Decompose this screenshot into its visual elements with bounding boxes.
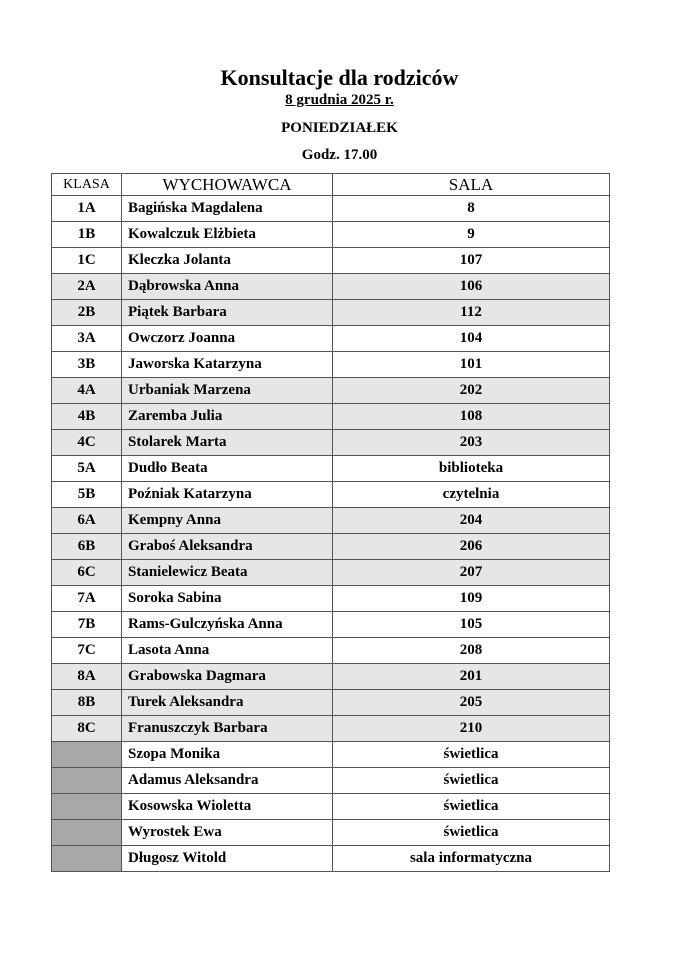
table-row [52, 378, 610, 404]
cell-klasa [52, 846, 122, 872]
cell-wychowawca: Kleczka Jolanta [122, 248, 333, 274]
cell-wychowawca: Turek Aleksandra [122, 690, 333, 716]
cell-klasa: 6C [52, 560, 122, 586]
page-title: Konsultacje dla rodziców [220, 65, 459, 90]
cell-sala: 101 [333, 352, 610, 378]
cell-wychowawca: Kowalczuk Elżbieta [122, 222, 333, 248]
table-row [52, 820, 610, 846]
cell-wychowawca: Zaremba Julia [122, 404, 333, 430]
table-row [52, 222, 610, 248]
cell-sala: 206 [333, 534, 610, 560]
cell-wychowawca: Bagińska Magdalena [122, 196, 333, 222]
cell-sala: świetlica [333, 742, 610, 768]
cell-sala: sala informatyczna [333, 846, 610, 872]
cell-sala: świetlica [333, 768, 610, 794]
cell-wychowawca: Stolarek Marta [122, 430, 333, 456]
cell-klasa: 3A [52, 326, 122, 352]
cell-sala: 8 [333, 196, 610, 222]
cell-wychowawca: Urbaniak Marzena [122, 378, 333, 404]
cell-sala: 104 [333, 326, 610, 352]
table-row [52, 560, 610, 586]
cell-sala: świetlica [333, 820, 610, 846]
cell-klasa: 4C [52, 430, 122, 456]
cell-wychowawca: Wyrostek Ewa [122, 820, 333, 846]
cell-wychowawca: Piątek Barbara [122, 300, 333, 326]
cell-wychowawca: Stanielewicz Beata [122, 560, 333, 586]
cell-wychowawca: Dudło Beata [122, 456, 333, 482]
cell-klasa: 1C [52, 248, 122, 274]
cell-wychowawca: Dąbrowska Anna [122, 274, 333, 300]
cell-wychowawca: Adamus Aleksandra [122, 768, 333, 794]
cell-klasa: 1A [52, 196, 122, 222]
cell-klasa: 8B [52, 690, 122, 716]
cell-wychowawca: Szopa Monika [122, 742, 333, 768]
cell-klasa [52, 768, 122, 794]
cell-klasa: 1B [52, 222, 122, 248]
cell-klasa: 3B [52, 352, 122, 378]
cell-sala: 201 [333, 664, 610, 690]
table-row [52, 586, 610, 612]
table-row [52, 274, 610, 300]
table-row [52, 794, 610, 820]
cell-sala: 109 [333, 586, 610, 612]
cell-sala: 106 [333, 274, 610, 300]
table-row [52, 664, 610, 690]
cell-klasa: 6B [52, 534, 122, 560]
table-row [52, 742, 610, 768]
cell-wychowawca: Jaworska Katarzyna [122, 352, 333, 378]
cell-wychowawca: Soroka Sabina [122, 586, 333, 612]
table-row [52, 248, 610, 274]
table-row [52, 300, 610, 326]
weekday-line: PONIEDZIAŁEK [281, 120, 398, 136]
cell-wychowawca: Długosz Witold [122, 846, 333, 872]
table-body [52, 196, 610, 872]
cell-klasa: 2A [52, 274, 122, 300]
cell-sala: czytelnia [333, 482, 610, 508]
cell-klasa: 7B [52, 612, 122, 638]
table-row [52, 690, 610, 716]
table-row [52, 404, 610, 430]
cell-sala: 9 [333, 222, 610, 248]
cell-klasa: 6A [52, 508, 122, 534]
cell-klasa: 5A [52, 456, 122, 482]
cell-wychowawca: Poźniak Katarzyna [122, 482, 333, 508]
cell-sala: 202 [333, 378, 610, 404]
cell-sala: biblioteka [333, 456, 610, 482]
hour-line: Godz. 17.00 [301, 147, 378, 163]
cell-wychowawca: Franuszczyk Barbara [122, 716, 333, 742]
cell-wychowawca: Lasota Anna [122, 638, 333, 664]
cell-wychowawca: Grabowska Dagmara [122, 664, 333, 690]
table-row [52, 326, 610, 352]
table-row [52, 508, 610, 534]
table-row [52, 612, 610, 638]
table-row [52, 638, 610, 664]
table-row [52, 430, 610, 456]
date-line: 8 grudnia 2025 r. [285, 92, 394, 108]
cell-sala: 210 [333, 716, 610, 742]
cell-klasa: 2B [52, 300, 122, 326]
table-row [52, 352, 610, 378]
cell-sala: 112 [333, 300, 610, 326]
table-row [52, 196, 610, 222]
column-header-sala: SALA [333, 174, 610, 196]
column-header-wychowawca: WYCHOWAWCA [122, 174, 333, 196]
cell-sala: 204 [333, 508, 610, 534]
consultation-table [51, 173, 610, 872]
cell-klasa: 8A [52, 664, 122, 690]
cell-wychowawca: Graboś Aleksandra [122, 534, 333, 560]
cell-sala: 108 [333, 404, 610, 430]
cell-klasa: 7C [52, 638, 122, 664]
cell-wychowawca: Rams-Gulczyńska Anna [122, 612, 333, 638]
table-row [52, 534, 610, 560]
cell-sala: 208 [333, 638, 610, 664]
cell-klasa [52, 794, 122, 820]
cell-wychowawca: Kosowska Wioletta [122, 794, 333, 820]
cell-klasa: 5B [52, 482, 122, 508]
cell-wychowawca: Owczorz Joanna [122, 326, 333, 352]
cell-klasa: 4A [52, 378, 122, 404]
cell-sala: 107 [333, 248, 610, 274]
cell-klasa: 8C [52, 716, 122, 742]
table-row [52, 846, 610, 872]
cell-klasa: 7A [52, 586, 122, 612]
table-row [52, 456, 610, 482]
cell-sala: 203 [333, 430, 610, 456]
cell-sala: 105 [333, 612, 610, 638]
cell-klasa [52, 742, 122, 768]
table-row [52, 768, 610, 794]
cell-klasa: 4B [52, 404, 122, 430]
cell-wychowawca: Kempny Anna [122, 508, 333, 534]
cell-sala: świetlica [333, 794, 610, 820]
cell-sala: 205 [333, 690, 610, 716]
cell-sala: 207 [333, 560, 610, 586]
column-header-klasa: KLASA [52, 174, 122, 196]
table-header-row [52, 174, 610, 196]
cell-klasa [52, 820, 122, 846]
table-row [52, 482, 610, 508]
table-row [52, 716, 610, 742]
